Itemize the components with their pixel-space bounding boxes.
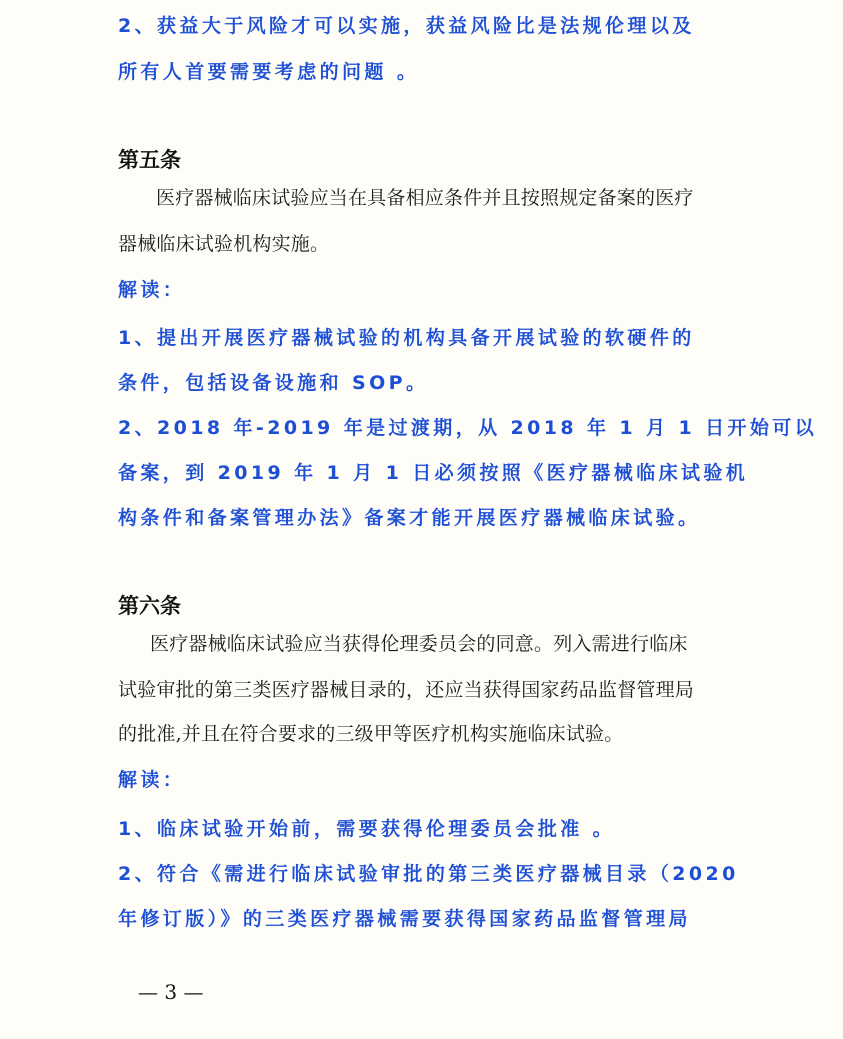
article-text: 的批准,并且在符合要求的三级甲等医疗机构实施临床试验。 (118, 723, 624, 745)
interpretation-label: 解读： (118, 279, 186, 301)
article-text: 试验审批的第三类医疗器械目录的，还应当获得国家药品监督管理局 (118, 679, 695, 701)
interpretation-line: 备案，到 2019 年 1 月 1 日必须按照《医疗器械临床试验机 (118, 462, 749, 484)
interpretation-line: 2、符合《需进行临床试验审批的第三类医疗器械目录（2020 (118, 863, 739, 885)
article-text: 医疗器械临床试验应当获得伦理委员会的同意。列入需进行临床 (150, 633, 688, 655)
page-number: — 3 — (138, 980, 204, 1004)
interpretation-line: 年修订版）》的三类医疗器械需要获得国家药品监督管理局 (118, 908, 691, 930)
interpretation-line: 1、提出开展医疗器械试验的机构具备开展试验的软硬件的 (118, 327, 695, 349)
article-heading: 第五条 (118, 147, 181, 172)
interpretation-line: 1、临床试验开始前，需要获得伦理委员会批准 。 (118, 818, 616, 840)
article-text: 医疗器械临床试验应当在具备相应条件并且按照规定备案的医疗 (156, 187, 694, 209)
interpretation-label: 解读： (118, 769, 186, 791)
interpretation-line: 2、2018 年-2019 年是过渡期，从 2018 年 1 月 1 日开始可以 (118, 417, 818, 439)
interpretation-line: 2、获益大于风险才可以实施，获益风险比是法规伦理以及 (118, 15, 695, 37)
interpretation-line: 构条件和备案管理办法》备案才能开展医疗器械临床试验。 (118, 507, 701, 529)
interpretation-line: 条件，包括设备设施和 SOP。 (118, 372, 429, 394)
article-text: 器械临床试验机构实施。 (118, 233, 330, 255)
article-heading: 第六条 (118, 593, 181, 618)
interpretation-line: 所有人首要需要考虑的问题 。 (118, 61, 420, 83)
